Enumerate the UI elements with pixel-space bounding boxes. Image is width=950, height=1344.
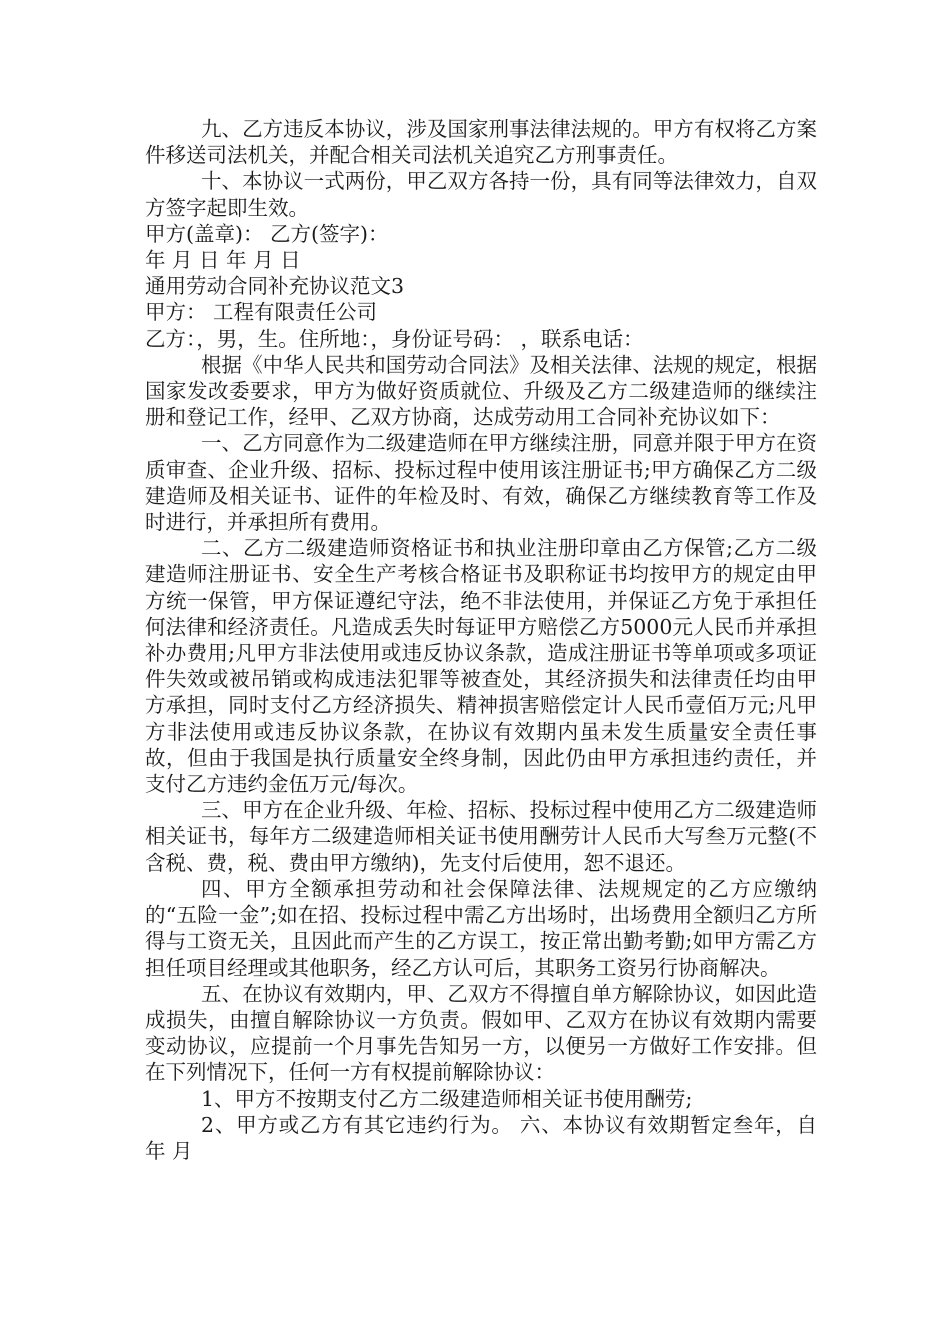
paragraph-clause-10: 十、本协议一式两份，甲乙双方各持一份，具有同等法律效力，自双方签字起即生效。 — [145, 169, 817, 220]
list-item-1: 1、甲方不按期支付乙方二级建造师相关证书使用酬劳; — [201, 1086, 693, 1111]
party-a-line: 甲方： 工程有限责任公司 — [145, 300, 378, 325]
signature-line: 甲方(盖章)： 乙方(签字)： — [145, 221, 389, 246]
paragraph-clause-2: 二、乙方二级建造师资格证书和执业注册印章由乙方保管;乙方二级建造师注册证书、安全生产考核合格证书及职称证书均按甲方的规定由甲方统一保管，甲方保证遵纪守法，绝不非法使用，并保证乙方免于承担任何法律和经济责任。凡造成丢失时每证甲方赔偿乙方5000元人民币并承担补办费用;凡甲方非法使用或违反协议条款，造成注册证书等单项或多项证件失效或被吊销或构成违法犯罪等被查处，其经济损失和法律责任均由甲方承担，同时支付乙方经济损失、精神损害赔偿定计人民币壹佰万元;凡甲方非法使用或违反协议条款，在协议有效期内虽未发生质量安全责任事故，但由于我国是执行质量安全终身制，因此仍由甲方承担违约责任，并支付乙方违约金伍万元/每次。 — [145, 536, 817, 797]
party-b-line: 乙方：，男，生。住所地：，身份证号码： ，联系电话： — [145, 326, 644, 351]
paragraph-clause-5: 五、在协议有效期内，甲、乙双方不得擅自单方解除协议，如因此造成损失，由擅自解除协议一方负责。假如甲、乙双方在协议有效期内需要变动协议，应提前一个月事先告知另一方，以便另一方做好工作安排。但在下列情况下，任何一方有权提前解除协议： — [145, 981, 817, 1085]
paragraph-clause-1: 一、乙方同意作为二级建造师在甲方继续注册，同意并限于甲方在资质审查、企业升级、招标、投标过程中使用该注册证书;甲方确保乙方二级建造师及相关证书、证件的年检及时、有效，确保乙方继续教育等工作及时进行，并承担所有费用。 — [145, 431, 817, 535]
section-title: 通用劳动合同补充协议范文3 — [145, 274, 405, 299]
list-item-2: 2、甲方或乙方有其它违约行为。 六、本协议有效期暂定叁年，自 年 月 — [145, 1112, 817, 1163]
paragraph-clause-9: 九、乙方违反本协议，涉及国家刑事法律法规的。甲方有权将乙方案件移送司法机关，并配合相关司法机关追究乙方刑事责任。 — [145, 117, 817, 168]
document-body — [145, 116, 817, 1164]
paragraph-clause-4: 四、甲方全额承担劳动和社会保障法律、法规规定的乙方应缴纳的“五险一金”;如在招、投标过程中需乙方出场时，出场费用全额归乙方所得与工资无关，且因此而产生的乙方误工，按正常出勤考勤;如甲方需乙方担任项目经理或其他职务，经乙方认可后，其职务工资另行协商解决。 — [145, 876, 817, 980]
date-line: 年 月 日 年 月 日 — [145, 248, 301, 273]
preamble-paragraph: 根据《中华人民共和国劳动合同法》及相关法律、法规的规定，根据国家发改委要求，甲方为做好资质就位、升级及乙方二级建造师的继续注册和登记工作，经甲、乙双方协商，达成劳动用工合同补充协议如下： — [145, 352, 817, 430]
paragraph-clause-3: 三、甲方在企业升级、年检、招标、投标过程中使用乙方二级建造师相关证书，每年方二级建造师相关证书使用酬劳计人民币大写叁万元整(不含税、费，税、费由甲方缴纳)，先支付后使用，恕不退还。 — [145, 798, 817, 875]
